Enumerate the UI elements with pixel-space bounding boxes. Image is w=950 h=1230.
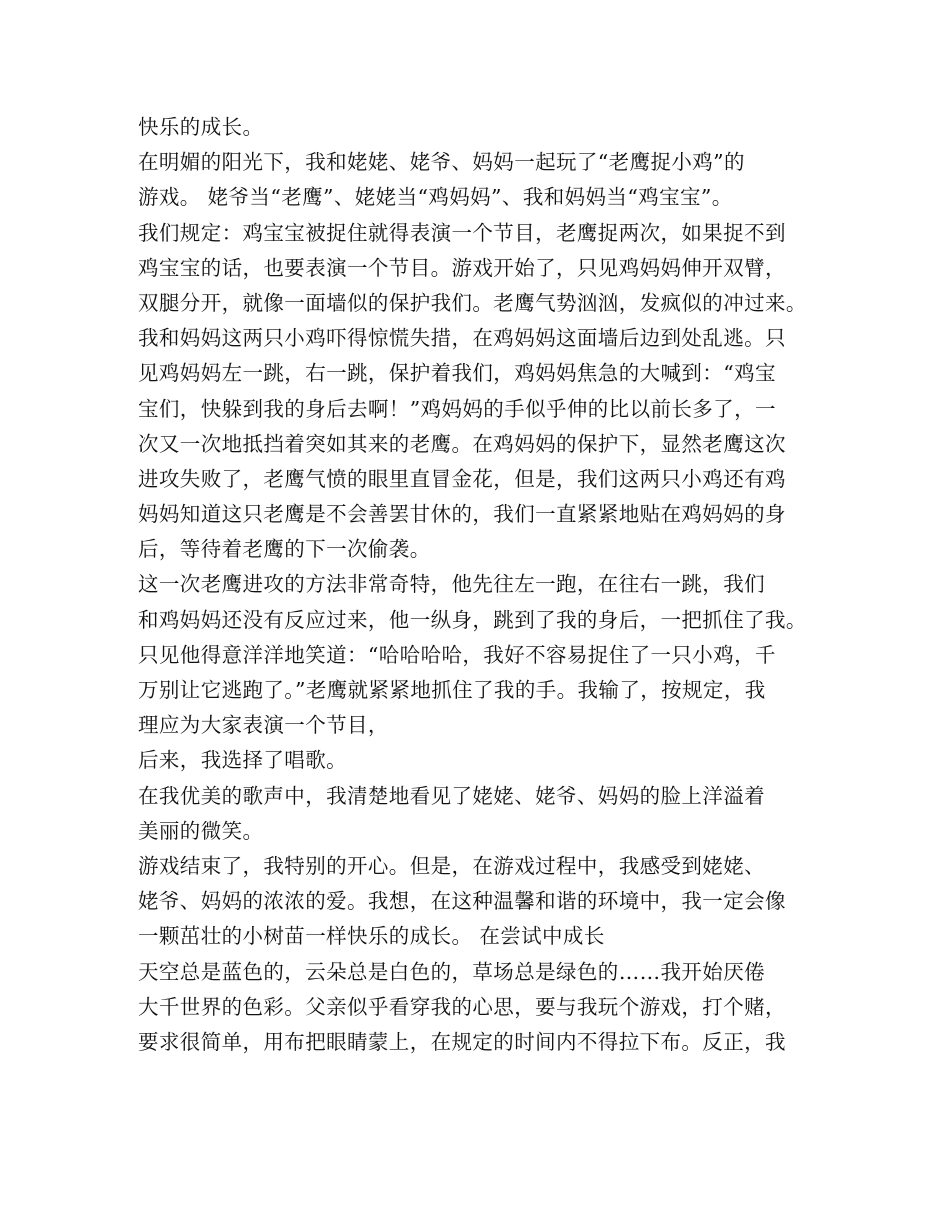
text-line: 这一次老鹰进攻的方法非常奇特，他先往左一跑，在往右一跳，我们 — [138, 572, 765, 597]
text-line: 次又一次地抵挡着突如其来的老鹰。在鸡妈妈的保护下，显然老鹰这次 — [138, 431, 786, 456]
text-line: 万别让它逃跑了。”老鹰就紧紧地抓住了我的手。我输了，按规定，我 — [138, 678, 766, 702]
text-line: 只见他得意洋洋地笑道：“哈哈哈哈，我好不容易捉住了一只小鸡，千 — [138, 642, 776, 667]
text-line: 游戏结束了，我特别的开心。但是，在游戏过程中，我感受到姥姥、 — [138, 853, 765, 878]
text-line: 大千世界的色彩。父亲似乎看穿我的心思，要与我玩个游戏，打个赌， — [138, 994, 786, 1019]
text-line: 姥爷、妈妈的浓浓的爱。我想，在这种温馨和谐的环境中，我一定会像 — [138, 889, 786, 914]
text-line: 要求很简单，用布把眼睛蒙上，在规定的时间内不得拉下布。反正，我 — [138, 1029, 786, 1054]
text-line: 宝们，快躲到我的身后去啊！”鸡妈妈的手似乎伸的比以前长多了，一 — [138, 396, 776, 421]
text-line: 进攻失败了，老鹰气愤的眼里直冒金花，但是，我们这两只小鸡还有鸡 — [138, 466, 786, 491]
text-line: 理应为大家表演一个节目， — [138, 713, 389, 738]
text-line: 双腿分开，就像一面墙似的保护我们。老鹰气势汹汹，发疯似的冲过来。 — [138, 290, 807, 315]
text-line: 和鸡妈妈还没有反应过来，他一纵身，跳到了我的身后，一把抓住了我。 — [138, 607, 807, 632]
text-line: 在我优美的歌声中，我清楚地看见了姥姥、姥爷、妈妈的脸上洋溢着 — [138, 783, 765, 808]
text-line: 我和妈妈这两只小鸡吓得惊慌失措，在鸡妈妈这面墙后边到处乱逃。只 — [138, 326, 786, 351]
text-line: 后，等待着老鹰的下一次偷袭。 — [138, 537, 431, 562]
text-line: 游戏。 姥爷当“老鹰”、姥姥当“鸡妈妈”、我和妈妈当“鸡宝宝”。 — [138, 185, 733, 210]
text-line: 我们规定：鸡宝宝被捉住就得表演一个节目，老鹰捉两次，如果捉不到 — [138, 220, 786, 245]
text-line: 一颗茁壮的小树苗一样快乐的成长。 在尝试中成长 — [138, 924, 605, 949]
text-line: 鸡宝宝的话，也要表演一个节目。游戏开始了，只见鸡妈妈伸开双臂， — [138, 255, 786, 280]
text-line: 妈妈知道这只老鹰是不会善罢甘休的，我们一直紧紧地贴在鸡妈妈的身 — [138, 502, 786, 527]
text-line: 美丽的微笑。 — [138, 818, 264, 843]
text-line: 见鸡妈妈左一跳，右一跳，保护着我们，鸡妈妈焦急的大喊到：“鸡宝 — [138, 361, 776, 386]
text-line: 在明媚的阳光下，我和姥姥、姥爷、妈妈一起玩了“老鹰捉小鸡”的 — [138, 150, 745, 175]
text-line: 后来，我选择了唱歌。 — [138, 748, 347, 773]
text-line: 快乐的成长。 — [138, 115, 264, 139]
document-body — [138, 110, 828, 1060]
text-line: 天空总是蓝色的，云朵总是白色的，草场总是绿色的……我开始厌倦 — [138, 959, 765, 984]
